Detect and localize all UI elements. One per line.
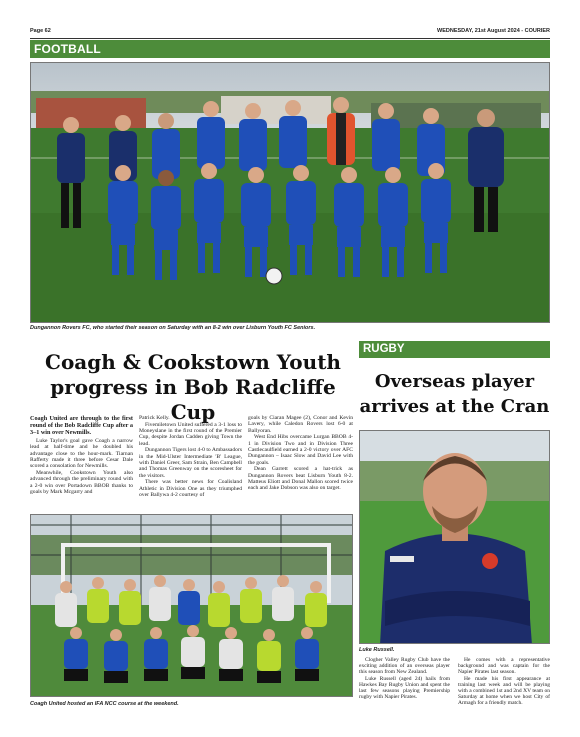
football-section-banner — [30, 40, 550, 58]
article-paragraph: Meanwhile, Cookstown Youth also advanced through the preliminary round with a 2-0 win over Portadown BBOB thanks to goals by Mark Mcgarry and — [30, 469, 133, 495]
article-left-column-1 — [30, 415, 133, 496]
course-photo-illustration — [31, 515, 353, 697]
rugby-section-banner — [359, 341, 550, 358]
issue-date: WEDNESDAY, 21st August 2024 - COURIER — [437, 28, 550, 34]
article-paragraph: West End Hibs overcame Lurgan BBOB 4-1 in Division Two and in Division Three Castlecaulfield earned a 2-0 victory over AFC Dungannon – Isaac Slow and David Lee with the goals. — [248, 434, 353, 466]
article-paragraph: Dean Garrett scored a hat-trick as Dungannon Rovers beat Lisburn Youth 8-2. Matteus Eliott and Donal Mallon scored twice each and Jake Dobson was also on target. — [248, 466, 353, 492]
team-photo-caption: Dungannon Rovers FC, who started their season on Saturday with an 8-2 win over Lisburn Youth FC Seniors. — [30, 325, 316, 331]
article-paragraph: He comes with a representative background and was captain for the Napier Pirates last season. — [458, 657, 550, 676]
article-right-column-1 — [359, 657, 450, 701]
article-left-column-2 — [139, 415, 242, 499]
rugby-section-label: RUGBY — [363, 343, 405, 355]
player-portrait-illustration — [360, 431, 550, 644]
article-paragraph: goals by Ciaran Magee (2), Conor and Kevin Lavery, while Caledon Rovers lost 6-0 at Ballyoran. — [248, 415, 353, 434]
article-left-column-3 — [248, 415, 353, 492]
article-right-column-2 — [458, 657, 550, 707]
luke-russell-photo — [359, 430, 550, 644]
player-photo-caption: Luke Russell. — [359, 647, 395, 653]
course-photo-caption: Coagh United hosted an IFA NCC course at the weekend. — [30, 701, 179, 707]
coagh-ifa-course-photo — [30, 514, 353, 697]
article-paragraph: Luke Taylor's goal gave Coagh a narrow lead at half-time and he doubled his advantage close to the hour-mark. Tiarnan Rafferty made it three before Cesar Dale scored a consolation for Newmills. — [30, 438, 133, 470]
article-paragraph: There was better news for Coalisland Athletic in Division One as they triumphed over Ballywa 4-2 courtesy of — [139, 479, 242, 499]
article-paragraph: Patrick Kelly. — [139, 415, 170, 421]
article-paragraph: Dungannon Tigers lost 4-0 to Ambassadors in the Mid-Ulster Intermediate 'B' League, with Daniel Greer, Sam Strain, Ben Campbell and Thomas Greenway on the scoresheet for the visitors. — [139, 447, 242, 479]
dungannon-rovers-team-photo — [30, 62, 550, 323]
article-paragraph: Clogher Valley Rugby Club have the exciting addition of an overseas player this season from New Zealand. — [359, 657, 450, 676]
page-number: Page 62 — [30, 28, 51, 34]
team-photo-illustration — [31, 63, 550, 323]
article-paragraph: He made his first appearance at training last week and will be playing with a combined 1st and 2nd XV team on Saturday at home when we host City of Armagh for a friendly match. — [458, 675, 550, 707]
article-paragraph: Fivemiletown United suffered a 3-1 loss to Moneyslane in the first round of the Premier Cup, despite Jordan Cadden giving Town the lead. — [139, 421, 242, 447]
article-lead: Coagh United are through to the first round of the Bob Radcliffe Cup after a 3–1 win over Newmills. — [30, 415, 133, 436]
football-section-label: FOOTBALL — [34, 42, 101, 56]
page-header — [30, 25, 550, 39]
article-paragraph: Luke Russell (aged 24) hails from Hawkes Bay Rugby Union and spent the last few seasons playing Premiership rugby with Napier Pirates. — [359, 675, 450, 701]
overseas-player-headline: Overseas player arrives at the Cran — [359, 371, 550, 417]
coagh-cookstown-headline: Coagh & Cookstown Youth progress in Bob Radcliffe Cup — [45, 350, 341, 424]
